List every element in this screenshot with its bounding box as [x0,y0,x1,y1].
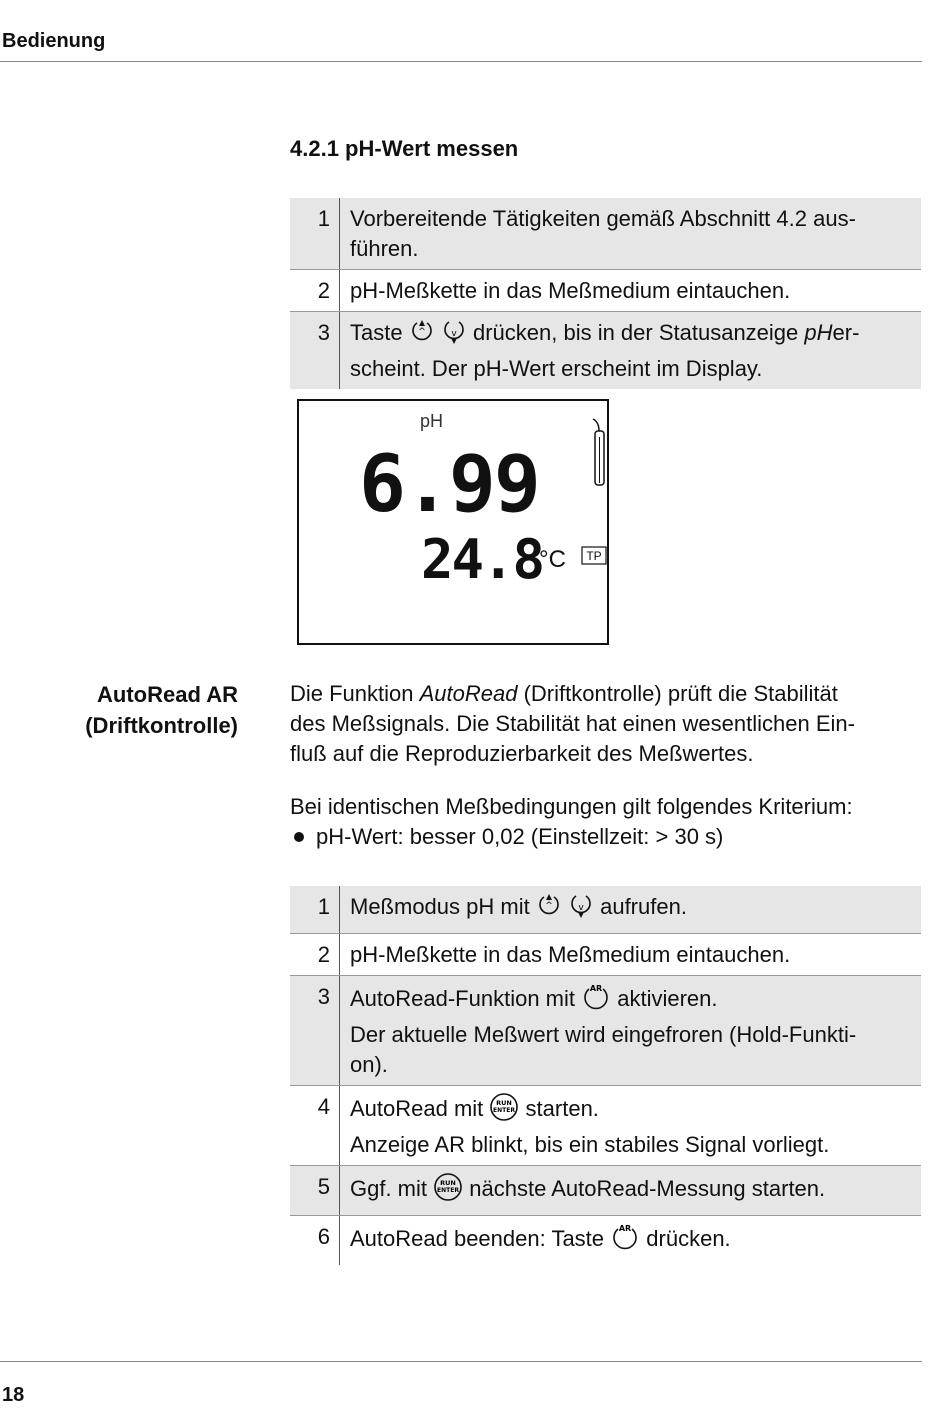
step-text-line: Vorbereitende Tätigkeiten gemäß Abschnitt 4.2 aus- [350,206,856,231]
step-text [340,312,922,390]
ar-key-icon [581,982,611,1020]
step-text-part: starten. [525,1096,599,1121]
ar-key-label: AR [589,984,603,993]
ar-key-label: AR [618,1224,632,1233]
enter-key-label: ENTER [437,1187,460,1194]
step-text-line: führen. [350,236,419,261]
status-indicator-text: pH [804,320,833,345]
enter-key-label: ENTER [493,1107,516,1114]
step-text-part: aktivieren. [617,986,718,1011]
para-text: fluß auf die Reproduzierbarkeit des Meßwertes. [290,741,754,766]
table-row [290,886,921,934]
ar-key-icon [610,1222,640,1260]
run-enter-key-icon [489,1092,519,1130]
table-row [290,1086,921,1166]
table-row [290,1166,921,1216]
step-text [340,976,922,1086]
svg-text:v: v [451,329,457,339]
table-row [290,934,921,976]
step-number: 2 [290,270,340,312]
step-text-part: nächste AutoRead-Messung starten. [469,1176,826,1201]
display-screen [299,401,607,643]
autoread-description [290,679,922,769]
step-number: 6 [290,1216,340,1266]
step-number: 1 [290,198,340,270]
ph-value: 6.99 [359,440,539,530]
instrument-display [297,399,609,645]
step-text-line: scheint. Der pH-Wert erscheint im Display. [350,356,763,381]
criterion-paragraph [290,792,922,852]
temp-unit: °C [539,546,566,573]
step-text-part: Taste [350,320,403,345]
step-text-part: er- [832,320,860,345]
step-number: 2 [290,934,340,976]
para-text: des Meßsignals. Die Stabilität hat einen wesentlichen Ein- [290,711,855,736]
run-key-label: RUN [440,1179,457,1187]
down-key-icon [441,318,467,354]
step-text-line: Der aktuelle Meßwert wird eingefroren (Hold-Funkti- [350,1022,857,1047]
section-title: 4.2.1 pH-Wert messen [290,136,519,161]
down-key-icon [568,892,594,928]
mode-label: pH [420,411,444,431]
header-rule [0,61,922,62]
step-text-part: AutoRead mit [350,1096,484,1121]
table-row [290,312,921,390]
side-heading-line: AutoRead AR [97,682,238,707]
table-row [290,198,921,270]
step-text-line: on). [350,1052,388,1077]
svg-text:v: v [578,903,584,913]
step-number: 4 [290,1086,340,1166]
temperature-value: 24.8 [421,528,544,591]
table-row [290,270,921,312]
step-text [340,1086,922,1166]
electrode-icon [593,419,604,485]
steps-table-ph [290,198,921,389]
step-text-part: drücken, bis in der Statusanzeige [472,320,799,345]
step-text [340,1216,922,1266]
step-text-part: drücken. [646,1226,731,1251]
step-text-part: Ggf. mit [350,1176,428,1201]
para-text: Bei identischen Meßbedingungen gilt folgendes Kriterium: [290,794,853,819]
side-heading-line: (Driftkontrolle) [85,713,238,738]
bullet-text: pH-Wert: besser 0,02 (Einstellzeit: > 30 s) [316,824,724,849]
table-row [290,976,921,1086]
step-number: 1 [290,886,340,934]
run-key-label: RUN [496,1099,513,1107]
svg-text:^: ^ [417,327,426,337]
step-text-part: aufrufen. [600,894,687,919]
tp-badge: TP [586,549,602,563]
bullet-icon [294,832,304,842]
step-number: 5 [290,1166,340,1216]
footer-rule [0,1361,922,1362]
run-enter-key-icon [433,1172,463,1210]
step-text-part: AutoRead-Funktion mit [350,986,575,1011]
step-number: 3 [290,976,340,1086]
svg-text:^: ^ [545,901,553,911]
para-text: (Driftkontrolle) prüft die Stabilität [517,681,838,706]
steps-table-autoread [290,886,921,1265]
step-number: 3 [290,312,340,390]
page-number: 18 [2,1384,25,1406]
up-key-icon [409,318,435,354]
up-key-icon [536,892,562,928]
table-row [290,1216,921,1266]
step-text-line: Anzeige AR blinkt, bis ein stabiles Signal vorliegt. [350,1132,830,1157]
step-text [340,198,922,270]
side-heading-autoread [85,679,238,741]
step-text: pH-Meßkette in das Meßmedium eintauchen. [340,934,922,976]
para-italic: AutoRead [419,681,518,706]
step-text-part: AutoRead beenden: Taste [350,1226,605,1251]
step-text-part: Meßmodus pH mit [350,894,530,919]
running-header: Bedienung [2,30,106,52]
step-text [340,1166,922,1216]
step-text: pH-Meßkette in das Meßmedium eintauchen. [340,270,922,312]
step-text [340,886,922,934]
para-text: Die Funktion [290,681,420,706]
